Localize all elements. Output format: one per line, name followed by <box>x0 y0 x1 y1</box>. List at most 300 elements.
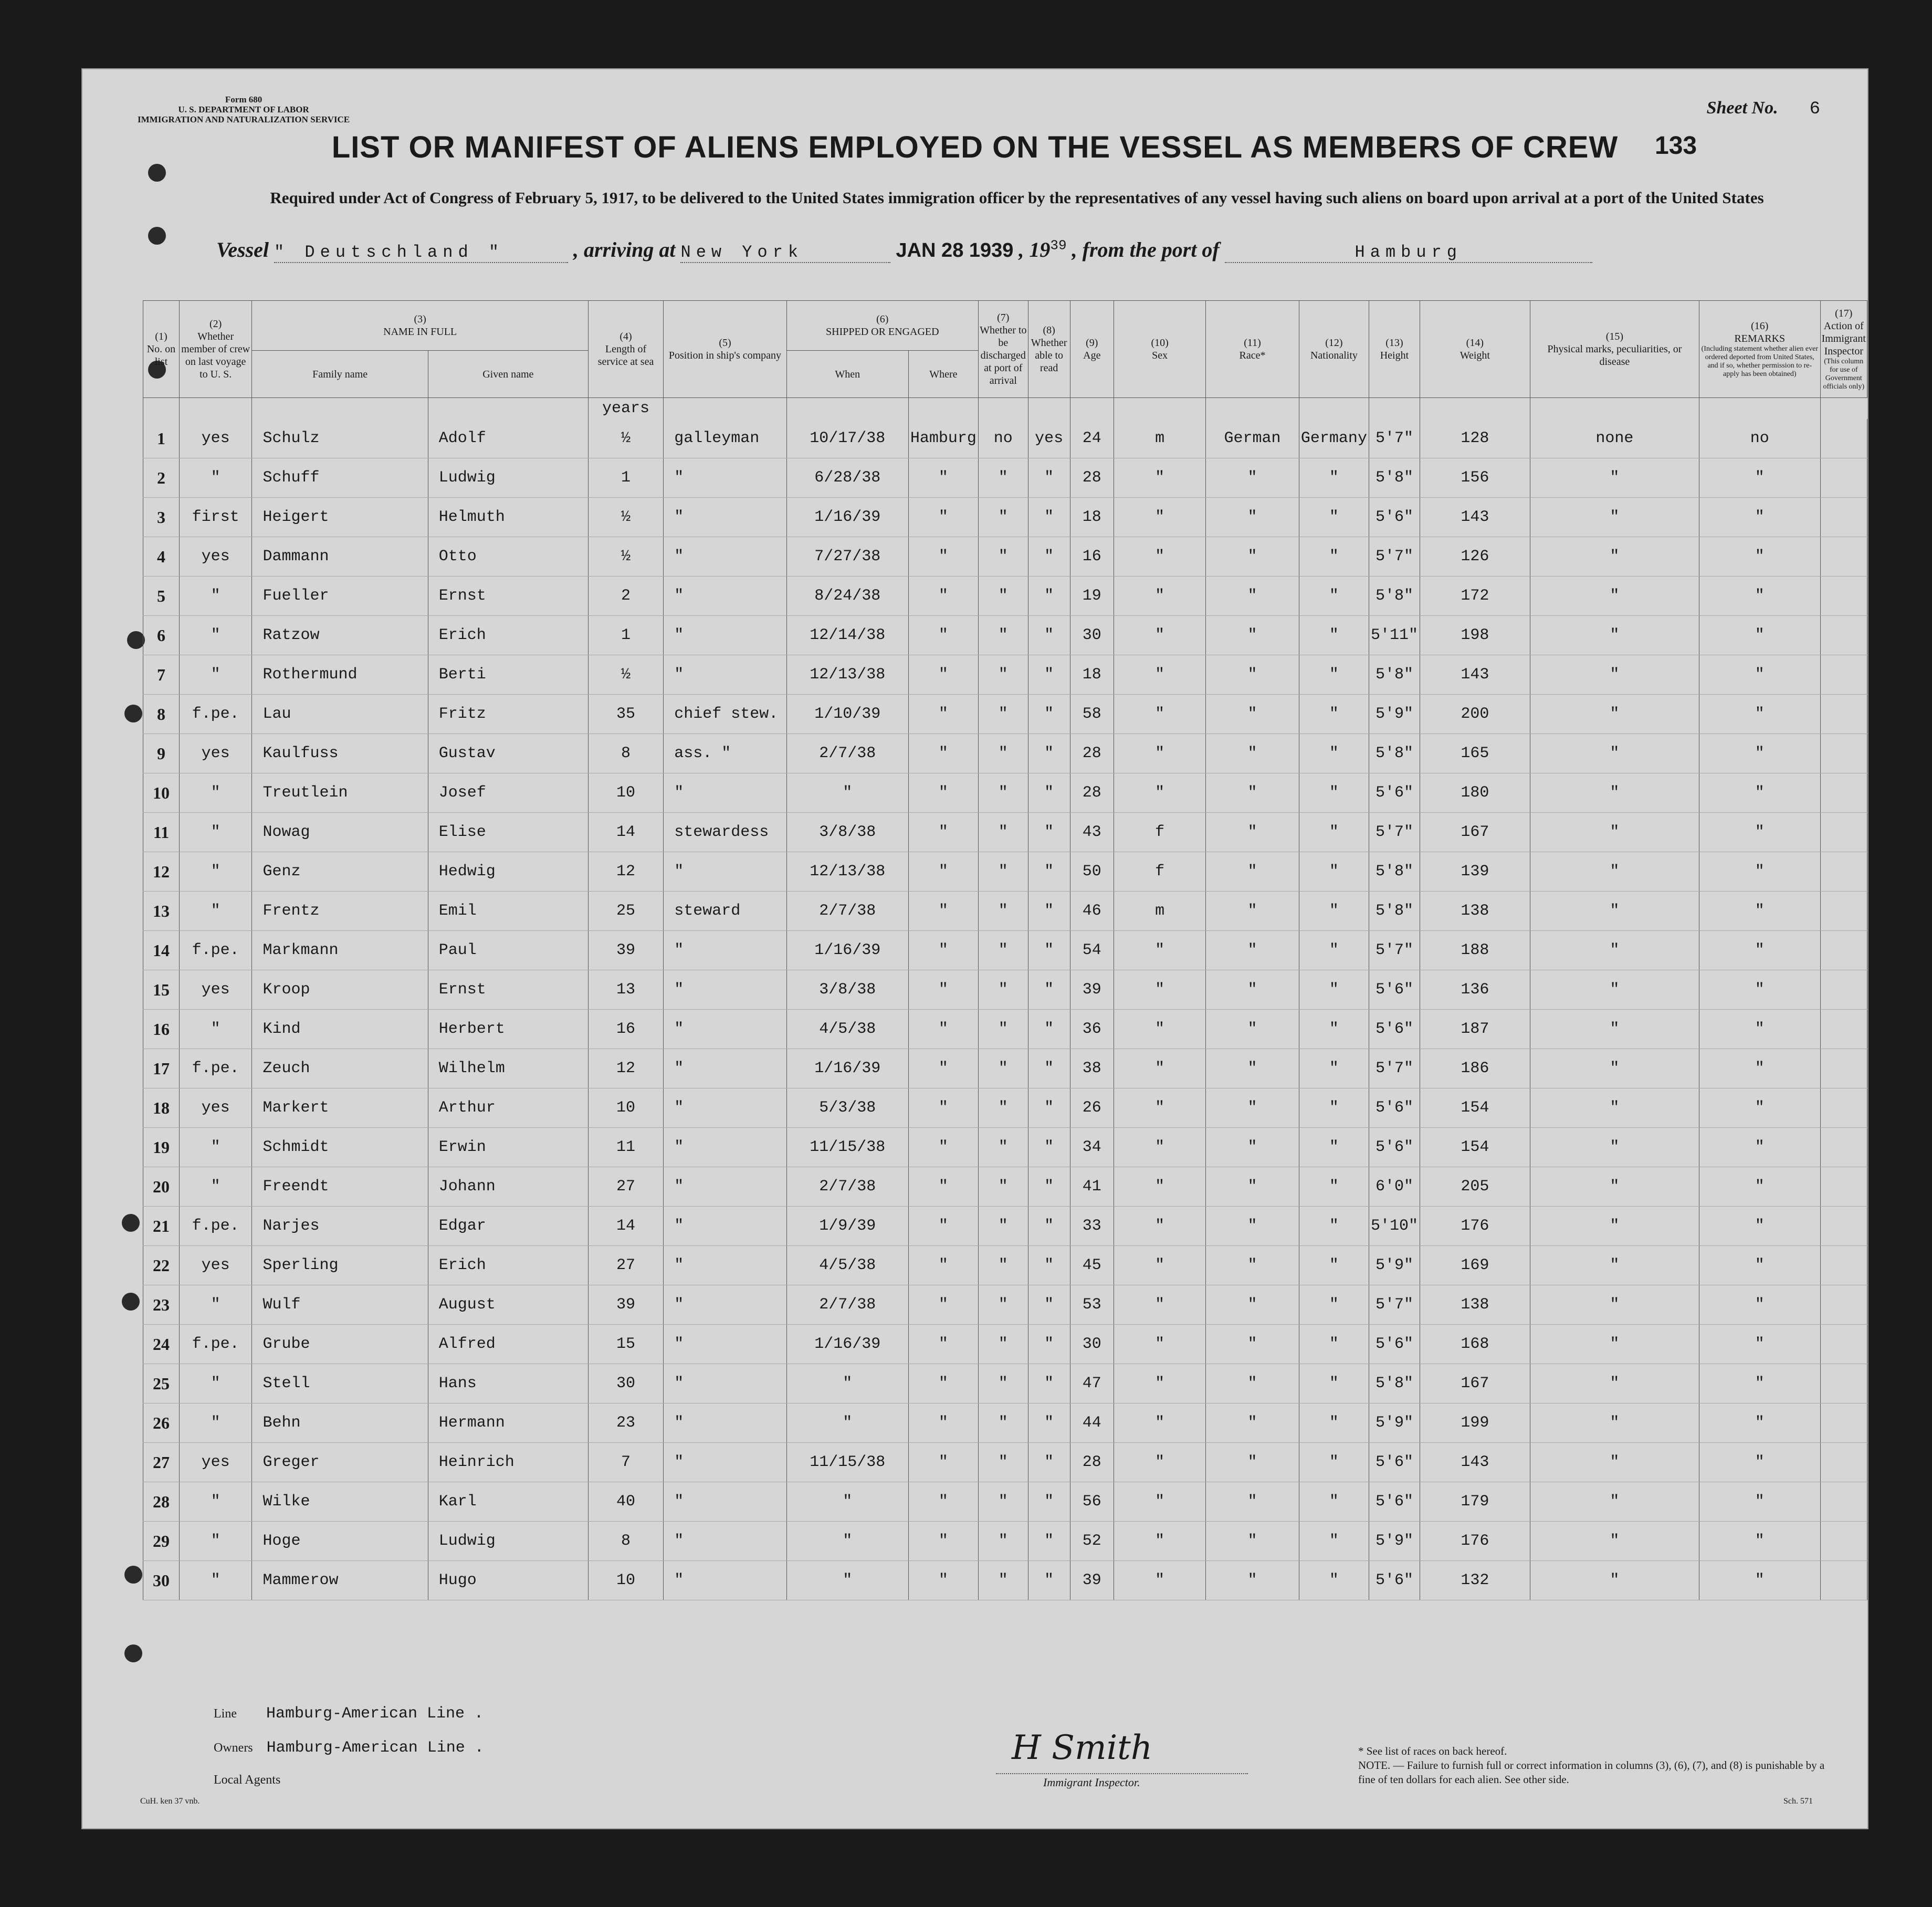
cell-position: chief stew. <box>664 695 787 734</box>
col-weight: (14) Weight <box>1420 301 1530 398</box>
cell-age: 53 <box>1070 1285 1114 1325</box>
table-row <box>143 616 1867 655</box>
cell-disch: " <box>978 970 1028 1010</box>
cell-marks: " <box>1530 537 1699 577</box>
cell-where: Hamburg <box>908 419 978 458</box>
cell-when: " <box>786 1482 908 1522</box>
cell-read: " <box>1028 813 1070 852</box>
cell-disch: " <box>978 852 1028 892</box>
cell-prev: yes <box>179 970 252 1010</box>
cell-no: 10 <box>143 773 180 813</box>
cell-prev: yes <box>179 734 252 773</box>
cell-position: " <box>664 773 787 813</box>
cell-sex: " <box>1114 1364 1206 1403</box>
cell-where: " <box>908 1049 978 1088</box>
cell-service: 8 <box>588 1522 663 1561</box>
cell-when: 11/15/38 <box>786 1443 908 1482</box>
cell-read: " <box>1028 970 1070 1010</box>
cell-nat: " <box>1299 1128 1369 1167</box>
cell-given: Karl <box>428 1482 588 1522</box>
cell-age: 19 <box>1070 577 1114 616</box>
col-given-name: Given name <box>428 351 588 398</box>
cell-nat: " <box>1299 577 1369 616</box>
year-value: 39 <box>1050 237 1067 254</box>
cell-prev: yes <box>179 419 252 458</box>
cell-sex: f <box>1114 852 1206 892</box>
cell-nat: " <box>1299 970 1369 1010</box>
cell-prev: yes <box>179 1088 252 1128</box>
table-row <box>143 458 1867 498</box>
cell-no: 18 <box>143 1088 180 1128</box>
cell-marks: " <box>1530 1246 1699 1285</box>
cell-prev: yes <box>179 1246 252 1285</box>
cell-race: " <box>1206 577 1299 616</box>
cell-where: " <box>908 577 978 616</box>
cell-nat: Germany <box>1299 419 1369 458</box>
cell-nat: " <box>1299 1010 1369 1049</box>
cell-marks: " <box>1530 931 1699 970</box>
local-agents-field: Local Agents <box>214 1773 281 1787</box>
cell-where: " <box>908 498 978 537</box>
cell-race: " <box>1206 852 1299 892</box>
cell-age: 33 <box>1070 1207 1114 1246</box>
cell-prev: " <box>179 1482 252 1522</box>
cell-when: 12/13/38 <box>786 655 908 695</box>
cell-marks: " <box>1530 1285 1699 1325</box>
cell-nat: " <box>1299 537 1369 577</box>
years-row <box>143 398 1867 420</box>
cell-weight: 143 <box>1420 498 1530 537</box>
cell-given: Ernst <box>428 577 588 616</box>
cell-prev: " <box>179 1010 252 1049</box>
cell-family: Freendt <box>252 1167 428 1207</box>
cell-prev: first <box>179 498 252 537</box>
cell-prev: " <box>179 1403 252 1443</box>
cell-read: " <box>1028 1443 1070 1482</box>
cell-nat: " <box>1299 498 1369 537</box>
col-race: (11) Race* <box>1206 301 1299 398</box>
cell-remarks: " <box>1699 852 1821 892</box>
cell-read: " <box>1028 1246 1070 1285</box>
cell-race: " <box>1206 655 1299 695</box>
col-inspector-action: (17) Action of Immigrant Inspector (This column for use of Government officials only) <box>1820 301 1867 398</box>
punch-hole <box>122 1214 140 1232</box>
cell-no: 15 <box>143 970 180 1010</box>
cell-height: 5'8" <box>1369 892 1420 931</box>
cell-no: 13 <box>143 892 180 931</box>
cell-inspector-action <box>1820 813 1867 852</box>
cell-no: 29 <box>143 1522 180 1561</box>
cell-marks: " <box>1530 1167 1699 1207</box>
cell-race: " <box>1206 970 1299 1010</box>
cell-no: 7 <box>143 655 180 695</box>
cell-weight: 188 <box>1420 931 1530 970</box>
cell-position: " <box>664 1207 787 1246</box>
cell-weight: 187 <box>1420 1010 1530 1049</box>
cell-age: 28 <box>1070 1443 1114 1482</box>
cell-where: " <box>908 616 978 655</box>
cell-remarks: " <box>1699 1010 1821 1049</box>
cell-family: Sperling <box>252 1246 428 1285</box>
cell-where: " <box>908 1246 978 1285</box>
cell-remarks: " <box>1699 1246 1821 1285</box>
cell-height: 5'11" <box>1369 616 1420 655</box>
cell-given: Hedwig <box>428 852 588 892</box>
cell-race: " <box>1206 1167 1299 1207</box>
cell-age: 52 <box>1070 1522 1114 1561</box>
col-discharged: (7) Whether to be discharged at port of arrival <box>978 301 1028 398</box>
cell-where: " <box>908 931 978 970</box>
cell-inspector-action <box>1820 1167 1867 1207</box>
cell-disch: " <box>978 813 1028 852</box>
cell-weight: 136 <box>1420 970 1530 1010</box>
cell-age: 47 <box>1070 1364 1114 1403</box>
cell-race: " <box>1206 458 1299 498</box>
cell-disch: " <box>978 655 1028 695</box>
cell-inspector-action <box>1820 577 1867 616</box>
cell-read: " <box>1028 1167 1070 1207</box>
form-reference <box>138 95 350 124</box>
cell-age: 44 <box>1070 1403 1114 1443</box>
cell-nat: " <box>1299 1088 1369 1128</box>
cell-weight: 172 <box>1420 577 1530 616</box>
cell-nat: " <box>1299 1049 1369 1088</box>
printer-code: CuH. ken 37 vnb. <box>140 1797 200 1806</box>
cell-weight: 139 <box>1420 852 1530 892</box>
cell-nat: " <box>1299 1482 1369 1522</box>
cell-read: " <box>1028 655 1070 695</box>
cell-marks: " <box>1530 655 1699 695</box>
cell-inspector-action <box>1820 1364 1867 1403</box>
cell-family: Schmidt <box>252 1128 428 1167</box>
cell-height: 5'6" <box>1369 498 1420 537</box>
cell-family: Markert <box>252 1088 428 1128</box>
cell-marks: " <box>1530 1088 1699 1128</box>
cell-weight: 198 <box>1420 616 1530 655</box>
cell-when: 12/14/38 <box>786 616 908 655</box>
cell-race: " <box>1206 773 1299 813</box>
cell-sex: " <box>1114 1246 1206 1285</box>
cell-given: Gustav <box>428 734 588 773</box>
cell-age: 56 <box>1070 1482 1114 1522</box>
cell-prev: f.pe. <box>179 695 252 734</box>
cell-prev: " <box>179 1561 252 1600</box>
cell-no: 23 <box>143 1285 180 1325</box>
cell-marks: " <box>1530 1364 1699 1403</box>
cell-marks: " <box>1530 1049 1699 1088</box>
cell-marks: " <box>1530 577 1699 616</box>
cell-position: " <box>664 537 787 577</box>
cell-disch: " <box>978 892 1028 931</box>
cell-where: " <box>908 1128 978 1167</box>
punch-hole <box>148 164 166 182</box>
cell-nat: " <box>1299 1443 1369 1482</box>
cell-no: 2 <box>143 458 180 498</box>
table-row <box>143 1246 1867 1285</box>
cell-nat: " <box>1299 458 1369 498</box>
table-row <box>143 970 1867 1010</box>
cell-marks: " <box>1530 695 1699 734</box>
date-stamp: JAN 28 1939 <box>896 239 1014 261</box>
cell-when: 1/16/39 <box>786 1049 908 1088</box>
cell-where: " <box>908 813 978 852</box>
cell-family: Stell <box>252 1364 428 1403</box>
cell-inspector-action <box>1820 1246 1867 1285</box>
crew-manifest-table <box>143 300 1867 1600</box>
cell-read: " <box>1028 1207 1070 1246</box>
cell-remarks: " <box>1699 931 1821 970</box>
cell-marks: " <box>1530 1128 1699 1167</box>
cell-nat: " <box>1299 734 1369 773</box>
cell-remarks: " <box>1699 458 1821 498</box>
table-row <box>143 734 1867 773</box>
cell-marks: " <box>1530 1207 1699 1246</box>
cell-disch: " <box>978 1246 1028 1285</box>
cell-family: Wilke <box>252 1482 428 1522</box>
cell-where: " <box>908 1088 978 1128</box>
cell-race: " <box>1206 1285 1299 1325</box>
subtitle: Required under Act of Congress of February 5, 1917, to be delivered to the United States immigration officer by the representatives of any vessel having such aliens on board upon arrival at a port of the United States <box>270 188 1764 207</box>
col-read: (8) Whether able to read <box>1028 301 1070 398</box>
cell-height: 5'7" <box>1369 1285 1420 1325</box>
cell-where: " <box>908 1403 978 1443</box>
cell-marks: " <box>1530 458 1699 498</box>
cell-race: " <box>1206 1522 1299 1561</box>
cell-disch: " <box>978 695 1028 734</box>
cell-position: ass. " <box>664 734 787 773</box>
cell-disch: " <box>978 1128 1028 1167</box>
cell-height: 5'7" <box>1369 813 1420 852</box>
cell-sex: " <box>1114 1049 1206 1088</box>
cell-service: 11 <box>588 1128 663 1167</box>
col-prev-voyage: (2) Whether member of crew on last voyage to U. S. <box>179 301 252 398</box>
cell-nat: " <box>1299 931 1369 970</box>
cell-read: " <box>1028 931 1070 970</box>
cell-marks: " <box>1530 1561 1699 1600</box>
cell-race: " <box>1206 1482 1299 1522</box>
inspector-label: Immigrant Inspector. <box>1043 1776 1140 1789</box>
cell-height: 5'6" <box>1369 1128 1420 1167</box>
page-number: 133 <box>1655 132 1697 160</box>
cell-position: " <box>664 1246 787 1285</box>
cell-inspector-action <box>1820 1482 1867 1522</box>
cell-given: Erich <box>428 1246 588 1285</box>
cell-inspector-action <box>1820 1207 1867 1246</box>
cell-sex: " <box>1114 1010 1206 1049</box>
cell-nat: " <box>1299 1325 1369 1364</box>
cell-weight: 154 <box>1420 1128 1530 1167</box>
cell-sex: " <box>1114 577 1206 616</box>
cell-family: Kroop <box>252 970 428 1010</box>
cell-position: " <box>664 1561 787 1600</box>
cell-race: " <box>1206 1207 1299 1246</box>
cell-inspector-action <box>1820 1128 1867 1167</box>
table-row <box>143 1010 1867 1049</box>
cell-weight: 143 <box>1420 655 1530 695</box>
cell-service: ½ <box>588 655 663 695</box>
cell-remarks: " <box>1699 1088 1821 1128</box>
cell-prev: " <box>179 852 252 892</box>
cell-position: " <box>664 616 787 655</box>
cell-family: Ratzow <box>252 616 428 655</box>
cell-no: 16 <box>143 1010 180 1049</box>
cell-sex: " <box>1114 695 1206 734</box>
cell-family: Frentz <box>252 892 428 931</box>
table-row <box>143 1285 1867 1325</box>
cell-disch: " <box>978 1285 1028 1325</box>
arriving-port: New York <box>680 243 890 263</box>
col-shipped: (6) SHIPPED OR ENGAGED <box>786 301 978 351</box>
cell-remarks: " <box>1699 1443 1821 1482</box>
cell-inspector-action <box>1820 1403 1867 1443</box>
cell-given: Ludwig <box>428 458 588 498</box>
cell-inspector-action <box>1820 616 1867 655</box>
cell-nat: " <box>1299 1364 1369 1403</box>
col-where: Where <box>908 351 978 398</box>
cell-age: 41 <box>1070 1167 1114 1207</box>
cell-given: Alfred <box>428 1325 588 1364</box>
cell-position: " <box>664 458 787 498</box>
cell-where: " <box>908 773 978 813</box>
cell-height: 5'7" <box>1369 931 1420 970</box>
cell-where: " <box>908 734 978 773</box>
cell-remarks: " <box>1699 1207 1821 1246</box>
cell-when: " <box>786 1403 908 1443</box>
cell-age: 30 <box>1070 1325 1114 1364</box>
cell-disch: " <box>978 773 1028 813</box>
cell-service: 39 <box>588 1285 663 1325</box>
cell-given: Otto <box>428 537 588 577</box>
cell-remarks: " <box>1699 813 1821 852</box>
cell-nat: " <box>1299 1285 1369 1325</box>
col-service: (4) Length of service at sea <box>588 301 663 398</box>
cell-service: ½ <box>588 419 663 458</box>
cell-inspector-action <box>1820 773 1867 813</box>
cell-remarks: " <box>1699 1167 1821 1207</box>
cell-marks: " <box>1530 1403 1699 1443</box>
cell-age: 46 <box>1070 892 1114 931</box>
cell-read: " <box>1028 1010 1070 1049</box>
cell-nat: " <box>1299 1167 1369 1207</box>
cell-when: 10/17/38 <box>786 419 908 458</box>
cell-inspector-action <box>1820 970 1867 1010</box>
cell-inspector-action <box>1820 931 1867 970</box>
cell-weight: 169 <box>1420 1246 1530 1285</box>
cell-read: " <box>1028 1325 1070 1364</box>
cell-where: " <box>908 970 978 1010</box>
cell-marks: none <box>1530 419 1699 458</box>
cell-inspector-action <box>1820 498 1867 537</box>
cell-age: 26 <box>1070 1088 1114 1128</box>
cell-family: Kaulfuss <box>252 734 428 773</box>
cell-sex: " <box>1114 931 1206 970</box>
cell-where: " <box>908 1010 978 1049</box>
cell-sex: " <box>1114 1325 1206 1364</box>
cell-remarks: " <box>1699 1482 1821 1522</box>
cell-position: " <box>664 931 787 970</box>
cell-prev: " <box>179 1167 252 1207</box>
cell-no: 17 <box>143 1049 180 1088</box>
cell-family: Lau <box>252 695 428 734</box>
cell-sex: " <box>1114 1522 1206 1561</box>
cell-where: " <box>908 1561 978 1600</box>
cell-service: 23 <box>588 1403 663 1443</box>
cell-race: " <box>1206 931 1299 970</box>
cell-marks: " <box>1530 892 1699 931</box>
cell-where: " <box>908 1325 978 1364</box>
cell-nat: " <box>1299 1561 1369 1600</box>
cell-remarks: " <box>1699 1128 1821 1167</box>
cell-when: 7/27/38 <box>786 537 908 577</box>
cell-position: " <box>664 1285 787 1325</box>
cell-weight: 128 <box>1420 419 1530 458</box>
cell-inspector-action <box>1820 852 1867 892</box>
cell-height: 5'7" <box>1369 537 1420 577</box>
cell-height: 5'7" <box>1369 419 1420 458</box>
punch-hole <box>127 631 145 649</box>
cell-weight: 167 <box>1420 813 1530 852</box>
cell-read: " <box>1028 892 1070 931</box>
cell-sex: " <box>1114 498 1206 537</box>
cell-service: 39 <box>588 931 663 970</box>
cell-given: Hugo <box>428 1561 588 1600</box>
cell-read: " <box>1028 852 1070 892</box>
cell-position: " <box>664 1403 787 1443</box>
cell-position: stewardess <box>664 813 787 852</box>
cell-where: " <box>908 458 978 498</box>
cell-remarks: " <box>1699 498 1821 537</box>
cell-family: Markmann <box>252 931 428 970</box>
cell-remarks: " <box>1699 970 1821 1010</box>
cell-race: " <box>1206 1325 1299 1364</box>
cell-family: Behn <box>252 1403 428 1443</box>
cell-family: Heigert <box>252 498 428 537</box>
cell-position: galleyman <box>664 419 787 458</box>
cell-when: " <box>786 1561 908 1600</box>
cell-read: " <box>1028 537 1070 577</box>
cell-family: Fueller <box>252 577 428 616</box>
cell-service: 8 <box>588 734 663 773</box>
cell-family: Grube <box>252 1325 428 1364</box>
cell-given: Edgar <box>428 1207 588 1246</box>
cell-remarks: " <box>1699 892 1821 931</box>
cell-given: Adolf <box>428 419 588 458</box>
line-value: Hamburg-American Line . <box>266 1705 484 1723</box>
cell-remarks: " <box>1699 773 1821 813</box>
cell-service: 2 <box>588 577 663 616</box>
cell-disch: " <box>978 577 1028 616</box>
cell-weight: 126 <box>1420 537 1530 577</box>
cell-no: 3 <box>143 498 180 537</box>
footnote: * See list of races on back hereof. NOTE. — Failure to furnish full or correct information in columns (3), (6), (7), and (8) is punishable by a fine of ten dollars for each alien. See other side. <box>1358 1745 1825 1786</box>
punch-hole <box>124 1566 142 1584</box>
cell-disch: " <box>978 458 1028 498</box>
cell-nat: " <box>1299 695 1369 734</box>
cell-disch: " <box>978 1010 1028 1049</box>
cell-race: " <box>1206 1088 1299 1128</box>
cell-height: 5'6" <box>1369 773 1420 813</box>
cell-read: " <box>1028 1522 1070 1561</box>
cell-age: 58 <box>1070 695 1114 734</box>
cell-prev: f.pe. <box>179 1049 252 1088</box>
cell-position: " <box>664 498 787 537</box>
cell-nat: " <box>1299 1522 1369 1561</box>
table-row <box>143 1482 1867 1522</box>
cell-remarks: " <box>1699 1285 1821 1325</box>
cell-sex: " <box>1114 1482 1206 1522</box>
cell-no: 1 <box>143 419 180 458</box>
cell-when: 1/16/39 <box>786 498 908 537</box>
